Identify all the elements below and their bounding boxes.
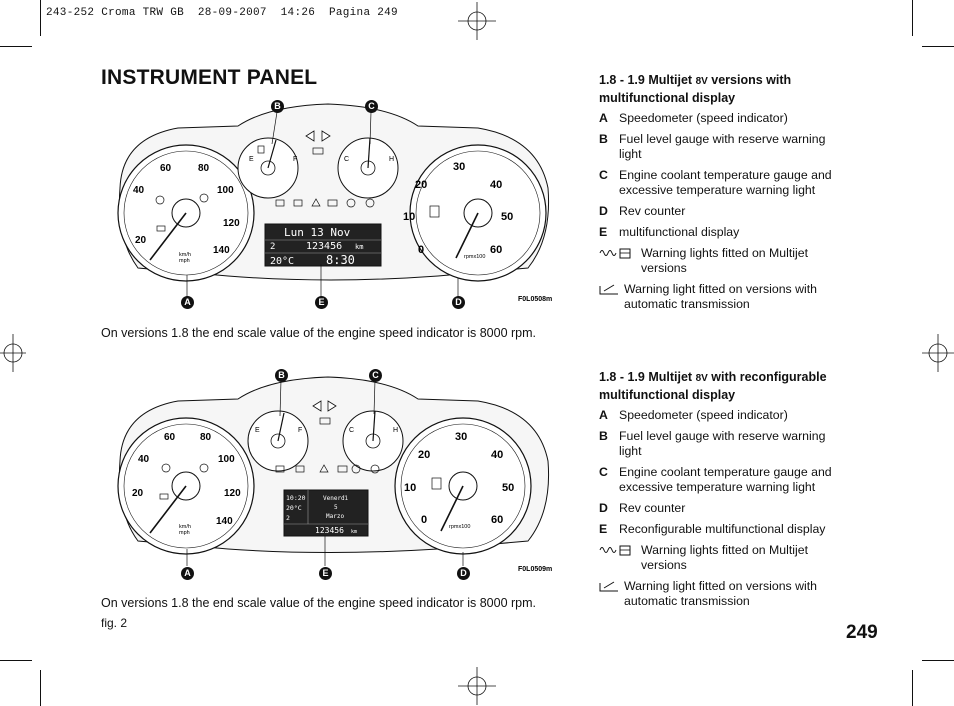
crop-mark	[40, 0, 41, 36]
page-title: INSTRUMENT PANEL	[101, 66, 318, 89]
crop-mark	[922, 660, 954, 661]
figure-code: F0L0509m	[518, 566, 553, 573]
marker-c: C	[365, 100, 378, 113]
figure-code: F0L0508m	[518, 296, 553, 303]
instrument-panel-drawing-1	[108, 98, 558, 308]
fuel-empty-label: E	[249, 156, 254, 163]
speedo-tick: 100	[217, 185, 234, 196]
rev-tick: 0	[418, 244, 425, 256]
legend-icon-note: Warning lights fitted on Multijet versions	[599, 543, 839, 573]
rev-unit: rpmx100	[449, 524, 471, 530]
rev-tick: 40	[490, 179, 503, 191]
speedo-tick: 40	[133, 185, 145, 196]
marker-a: A	[181, 567, 194, 580]
temp-hot-label: H	[393, 427, 399, 434]
speedo-tick: 120	[223, 218, 240, 229]
speedo-tick: 120	[224, 488, 241, 499]
display-odo-unit: km	[351, 529, 358, 535]
crop-mark	[0, 46, 32, 47]
automatic-transmission-icon	[599, 581, 619, 592]
figure-caption: On versions 1.8 the end scale value of the engine speed indicator is 8000 rpm.	[101, 326, 536, 340]
legend-block	[599, 369, 839, 615]
legend-title: 1.8 - 1.9 Multijet 8V versions with multifunctional display	[599, 73, 792, 105]
legend-item: E multifunctional display	[599, 225, 740, 239]
diesel-filter-icon	[619, 545, 631, 556]
marker-e: E	[319, 567, 332, 580]
legend-item: D Rev counter	[599, 501, 686, 515]
marker-d: D	[457, 567, 470, 580]
temp-cold-label: C	[349, 427, 355, 434]
speedo-unit: km/h mph	[179, 252, 191, 265]
rev-tick: 10	[404, 482, 417, 494]
instrument-panel-figure	[108, 366, 558, 581]
legend-item: A Speedometer (speed indicator)	[599, 408, 788, 422]
display-temperature: 20°C	[286, 504, 302, 512]
temp-cold-label: C	[344, 156, 350, 163]
display-day: Venerdì	[323, 495, 349, 502]
speedo-unit: km/h mph	[179, 524, 191, 537]
instrument-panel-drawing-2	[108, 366, 558, 581]
speedo-tick: 20	[132, 488, 144, 499]
display-date: Lun 13 Nov	[284, 226, 351, 239]
legend-block	[599, 72, 839, 318]
speedo-tick: 40	[138, 454, 150, 465]
figure-label: fig. 2	[101, 616, 128, 630]
crop-mark	[40, 670, 41, 706]
glow-plug-icon	[599, 248, 619, 258]
fuel-full-label: F	[298, 427, 303, 434]
registration-mark-icon	[458, 667, 496, 705]
display-trip: 2	[270, 242, 276, 252]
legend-title: 1.8 - 1.9 Multijet 8V with reconfigurable multifunctional display	[599, 370, 827, 402]
marker-b: B	[271, 100, 284, 113]
marker-a: A	[181, 296, 194, 309]
marker-e: E	[315, 296, 328, 309]
legend-item: D Rev counter	[599, 204, 686, 218]
rev-unit: rpmx100	[464, 254, 486, 260]
speedo-tick: 100	[218, 454, 235, 465]
crop-mark	[912, 670, 913, 706]
display-temperature: 20°C	[270, 256, 295, 267]
crop-mark	[0, 660, 32, 661]
rev-tick: 30	[453, 161, 466, 173]
rev-tick: 20	[415, 179, 428, 191]
registration-mark-icon	[0, 334, 26, 372]
speedo-tick: 20	[135, 235, 147, 246]
legend-icon-note: Warning light fitted on versions with automatic transmission	[599, 579, 839, 609]
speedo-tick: 140	[216, 516, 233, 527]
display-date-number: 5	[334, 504, 338, 511]
rev-tick: 10	[403, 211, 416, 223]
rev-tick: 50	[501, 211, 514, 223]
figure-caption: On versions 1.8 the end scale value of the engine speed indicator is 8000 rpm.	[101, 596, 536, 610]
fuel-empty-label: E	[255, 427, 260, 434]
diesel-filter-icon	[619, 248, 631, 259]
rev-tick: 30	[455, 431, 468, 443]
marker-d: D	[452, 296, 465, 309]
display-odo-unit: km	[355, 243, 364, 251]
legend-icon-note: Warning lights fitted on Multijet versions	[599, 246, 839, 276]
glow-plug-icon	[599, 545, 619, 555]
legend-item: C Engine coolant temperature gauge and excessive temperature warning light	[599, 168, 832, 197]
page-number: 249	[846, 622, 878, 643]
legend-item: E Reconfigurable multifunctional display	[599, 522, 826, 536]
legend-item: C Engine coolant temperature gauge and excessive temperature warning light	[599, 465, 832, 494]
speedo-tick: 60	[164, 432, 176, 443]
rev-tick: 40	[491, 449, 504, 461]
rev-tick: 60	[490, 244, 503, 256]
marker-b: B	[275, 369, 288, 382]
legend-item: B Fuel level gauge with reserve warning light	[599, 132, 826, 161]
legend-icon-note: Warning light fitted on versions with automatic transmission	[599, 282, 839, 312]
display-odometer: 123456	[306, 241, 343, 252]
automatic-transmission-icon	[599, 284, 619, 295]
fuel-full-label: F	[293, 156, 298, 163]
display-month: Marzo	[326, 513, 345, 520]
speedo-tick: 60	[160, 163, 172, 174]
rev-tick: 0	[421, 514, 428, 526]
speedo-tick: 140	[213, 245, 230, 256]
marker-c: C	[369, 369, 382, 382]
registration-mark-icon	[922, 334, 954, 372]
rev-tick: 50	[502, 482, 515, 494]
legend-item: B Fuel level gauge with reserve warning light	[599, 429, 826, 458]
speedo-tick: 80	[200, 432, 212, 443]
crop-mark	[922, 46, 954, 47]
rev-tick: 20	[418, 449, 431, 461]
display-clock: 10:20	[286, 494, 306, 502]
registration-mark-icon	[458, 2, 496, 40]
temp-hot-label: H	[389, 156, 395, 163]
display-trip: 2	[286, 514, 290, 522]
display-odometer: 123456	[315, 526, 344, 535]
legend-item: A Speedometer (speed indicator)	[599, 111, 788, 125]
instrument-panel-figure	[108, 98, 558, 308]
speedo-tick: 80	[198, 163, 210, 174]
rev-tick: 60	[491, 514, 504, 526]
print-slug: 243-252 Croma TRW GB 28-09-2007 14:26 Pagina 249	[46, 7, 398, 19]
display-clock: 8:30	[326, 253, 355, 267]
crop-mark	[912, 0, 913, 36]
